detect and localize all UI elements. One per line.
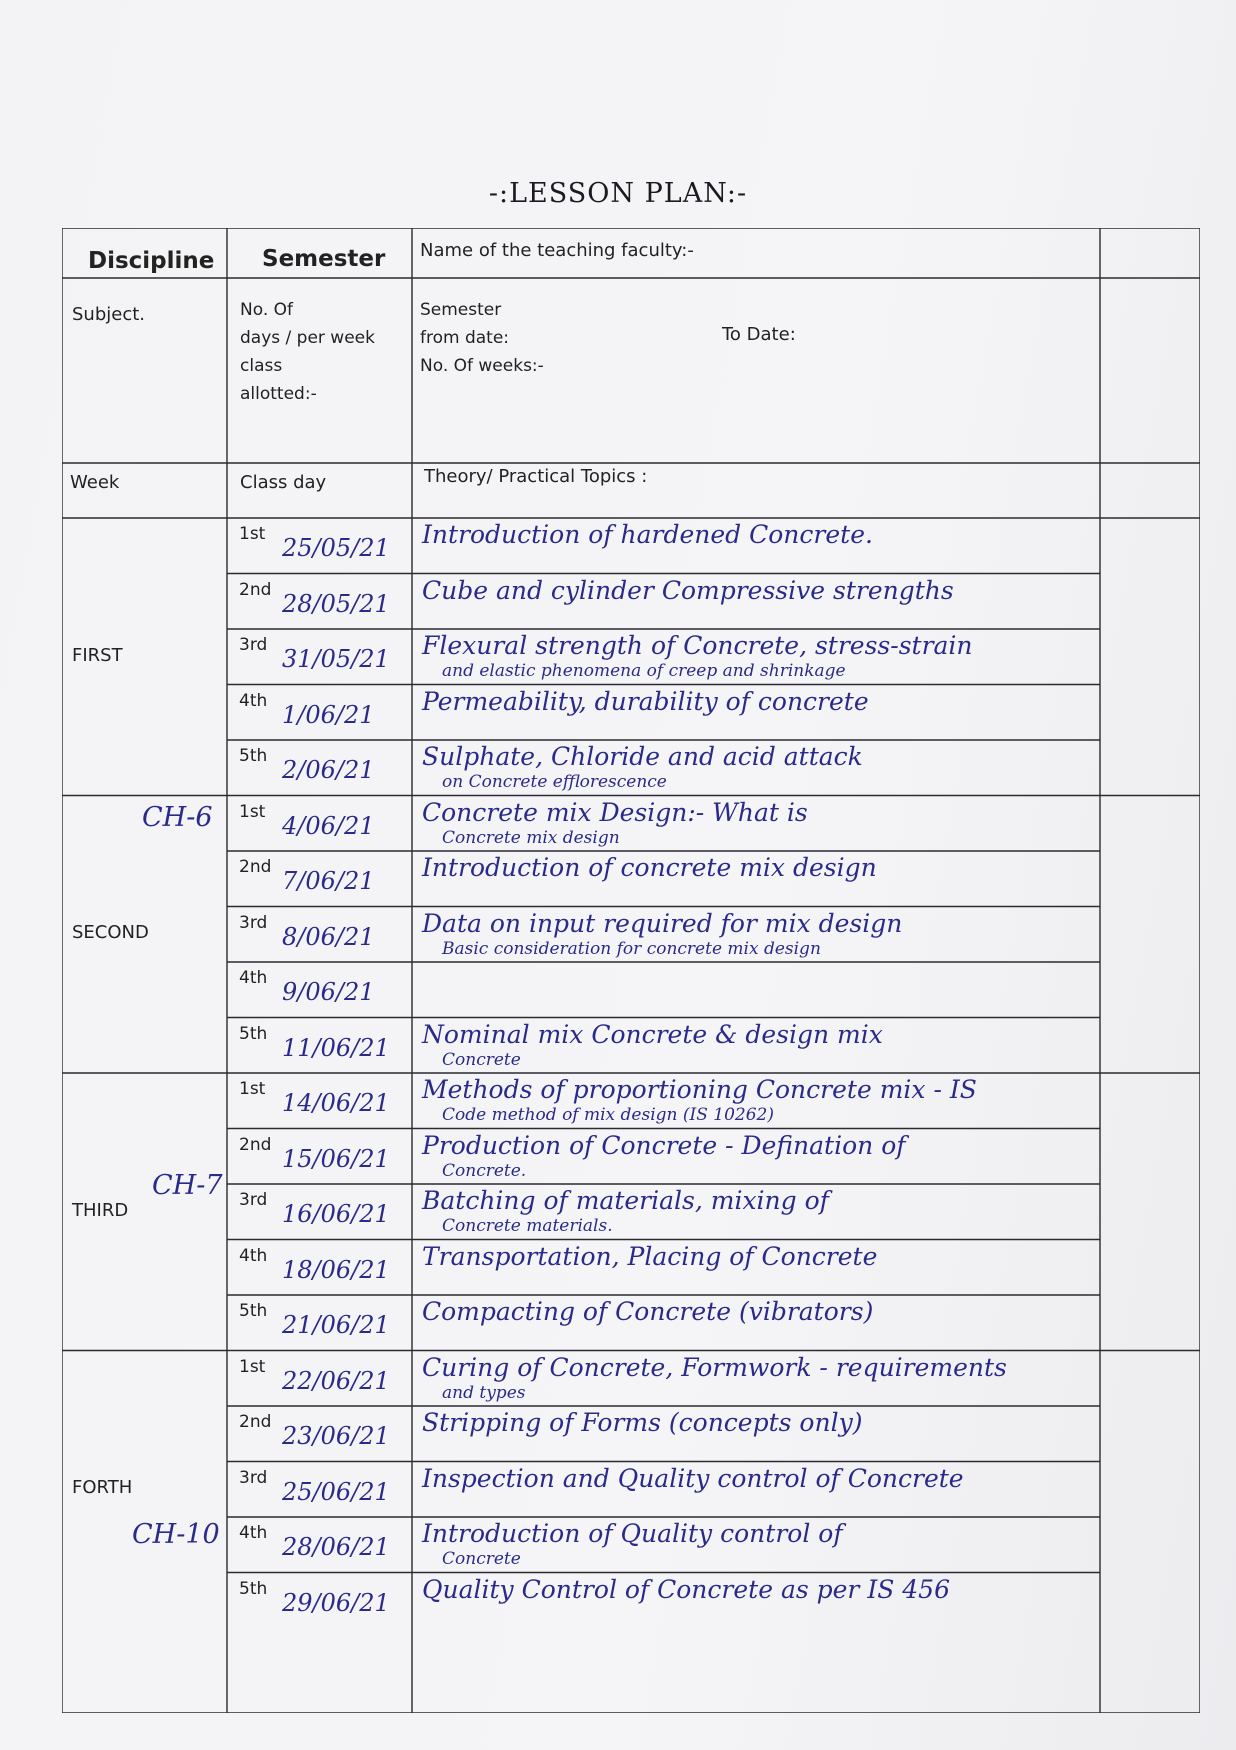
topic-subtext: Concrete [442,1549,521,1569]
topic-text: Batching of materials, mixing of [422,1186,829,1215]
page-title: -:LESSON PLAN:- [488,178,748,209]
topic-text: Methods of proportioning Concrete mix - IS [422,1075,977,1104]
topic-text: Stripping of Forms (concepts only) [422,1408,863,1437]
topic-text: Cube and cylinder Compressive strengths [422,575,954,605]
topic-text: Flexural strength of Concrete, stress-strain [422,631,973,660]
topic-subtext: Concrete. [442,1160,527,1181]
class-day-header: Class day [240,472,327,493]
topic-subtext: Basic consideration for concrete mix design [442,938,821,959]
semester-line: No. Of weeks:- [420,356,544,376]
class-day-ordinal: 2nd [239,857,272,877]
week-name: FIRST [72,644,123,666]
topic-text: Compacting of Concrete (vibrators) [422,1297,874,1326]
class-date: 29/06/21 [282,1588,390,1617]
topic-text: Quality Control of Concrete as per IS 456 [422,1574,950,1604]
class-day-ordinal: 1st [239,1356,266,1377]
topic-text: Inspection and Quality control of Concrete [422,1463,964,1493]
class-day-ordinal: 2nd [239,579,272,600]
class-day-ordinal: 1st [239,524,266,544]
topic-text: Curing of Concrete, Formwork - requirements [422,1352,1007,1382]
class-date: 25/06/21 [282,1477,390,1506]
week-name: SECOND [72,922,149,944]
week-name: THIRD [72,1199,129,1221]
class-date: 28/06/21 [282,1533,390,1561]
topic-text: Production of Concrete - Defination of [422,1130,906,1160]
topics-header: Theory/ Practical Topics : [424,466,648,487]
topic-text: Data on input required for mix design [422,908,903,938]
topic-subtext: Code method of mix design (IS 10262) [442,1105,774,1125]
topic-subtext: on Concrete efflorescence [442,772,667,792]
days-line: allotted:- [240,384,317,404]
discipline-header: Discipline [88,248,215,274]
class-date: 23/06/21 [282,1422,390,1450]
week-header: Week [70,472,120,493]
class-day-ordinal: 5th [239,1578,268,1599]
semester-line: from date: [420,328,510,348]
semester-header: Semester [262,246,386,272]
topic-text: Transportation, Placing of Concrete [422,1241,878,1271]
class-date: 2/06/21 [282,756,375,784]
topic-text: Introduction of hardened Concrete. [422,520,873,549]
faculty-header: Name of the teaching faculty:- [420,240,694,261]
class-date: 15/06/21 [282,1144,390,1173]
topic-text: Introduction of concrete mix design [422,853,877,882]
class-day-ordinal: 4th [239,968,268,988]
class-date: 18/06/21 [282,1255,390,1284]
chapter-note: CH-7 [152,1169,223,1201]
days-per-week-label [240,296,375,408]
chapter-note: CH-6 [142,801,213,833]
class-date: 21/06/21 [282,1311,390,1339]
class-date: 1/06/21 [282,700,375,729]
semester-line: Semester [420,300,502,320]
class-date: 8/06/21 [282,922,375,951]
topic-text: Concrete mix Design:- What is [422,797,808,827]
topic-text: Introduction of Quality control of [422,1519,843,1548]
class-day-ordinal: 3rd [239,635,268,655]
class-day-ordinal: 3rd [239,912,268,933]
class-date: 28/05/21 [282,589,390,618]
semester-dates-label [420,296,544,380]
topic-subtext: Concrete [442,1049,521,1070]
class-date: 14/06/21 [282,1089,390,1117]
topic-text: Permeability, durability of concrete [422,686,869,716]
class-date: 7/06/21 [282,867,375,895]
topic-subtext: and types [442,1382,526,1403]
chapter-note: CH-10 [132,1519,220,1551]
topic-subtext: Concrete materials. [442,1216,613,1236]
topic-text: Nominal mix Concrete & design mix [422,1019,883,1049]
class-day-ordinal: 5th [239,1301,268,1321]
class-day-ordinal: 2nd [239,1412,272,1432]
class-day-ordinal: 4th [239,1523,268,1543]
days-line: days / per week [240,328,375,348]
class-day-ordinal: 1st [239,801,266,822]
class-day-ordinal: 4th [239,690,268,711]
class-date: 31/05/21 [282,645,390,673]
class-day-ordinal: 5th [239,1023,268,1044]
class-date: 11/06/21 [282,1033,390,1062]
to-date-label: To Date: [722,324,796,345]
class-date: 4/06/21 [282,811,375,840]
topic-text: Sulphate, Chloride and acid attack [422,742,863,771]
class-day-ordinal: 3rd [239,1190,268,1210]
class-date: 22/06/21 [282,1366,390,1395]
class-day-ordinal: 5th [239,746,268,766]
class-date: 9/06/21 [282,978,375,1006]
days-line: No. Of [240,300,293,320]
class-day-ordinal: 1st [239,1079,266,1099]
subject-label: Subject. [72,304,146,325]
class-date: 16/06/21 [282,1200,390,1228]
class-day-ordinal: 4th [239,1245,268,1266]
topic-subtext: Concrete mix design [442,827,620,848]
days-line: class [240,356,283,376]
class-day-ordinal: 3rd [239,1467,268,1488]
class-date: 25/05/21 [282,534,390,562]
lesson-plan-table [62,228,1200,1713]
week-name: FORTH [72,1477,133,1499]
class-day-ordinal: 2nd [239,1134,272,1155]
topic-subtext: and elastic phenomena of creep and shrinkage [442,661,846,681]
